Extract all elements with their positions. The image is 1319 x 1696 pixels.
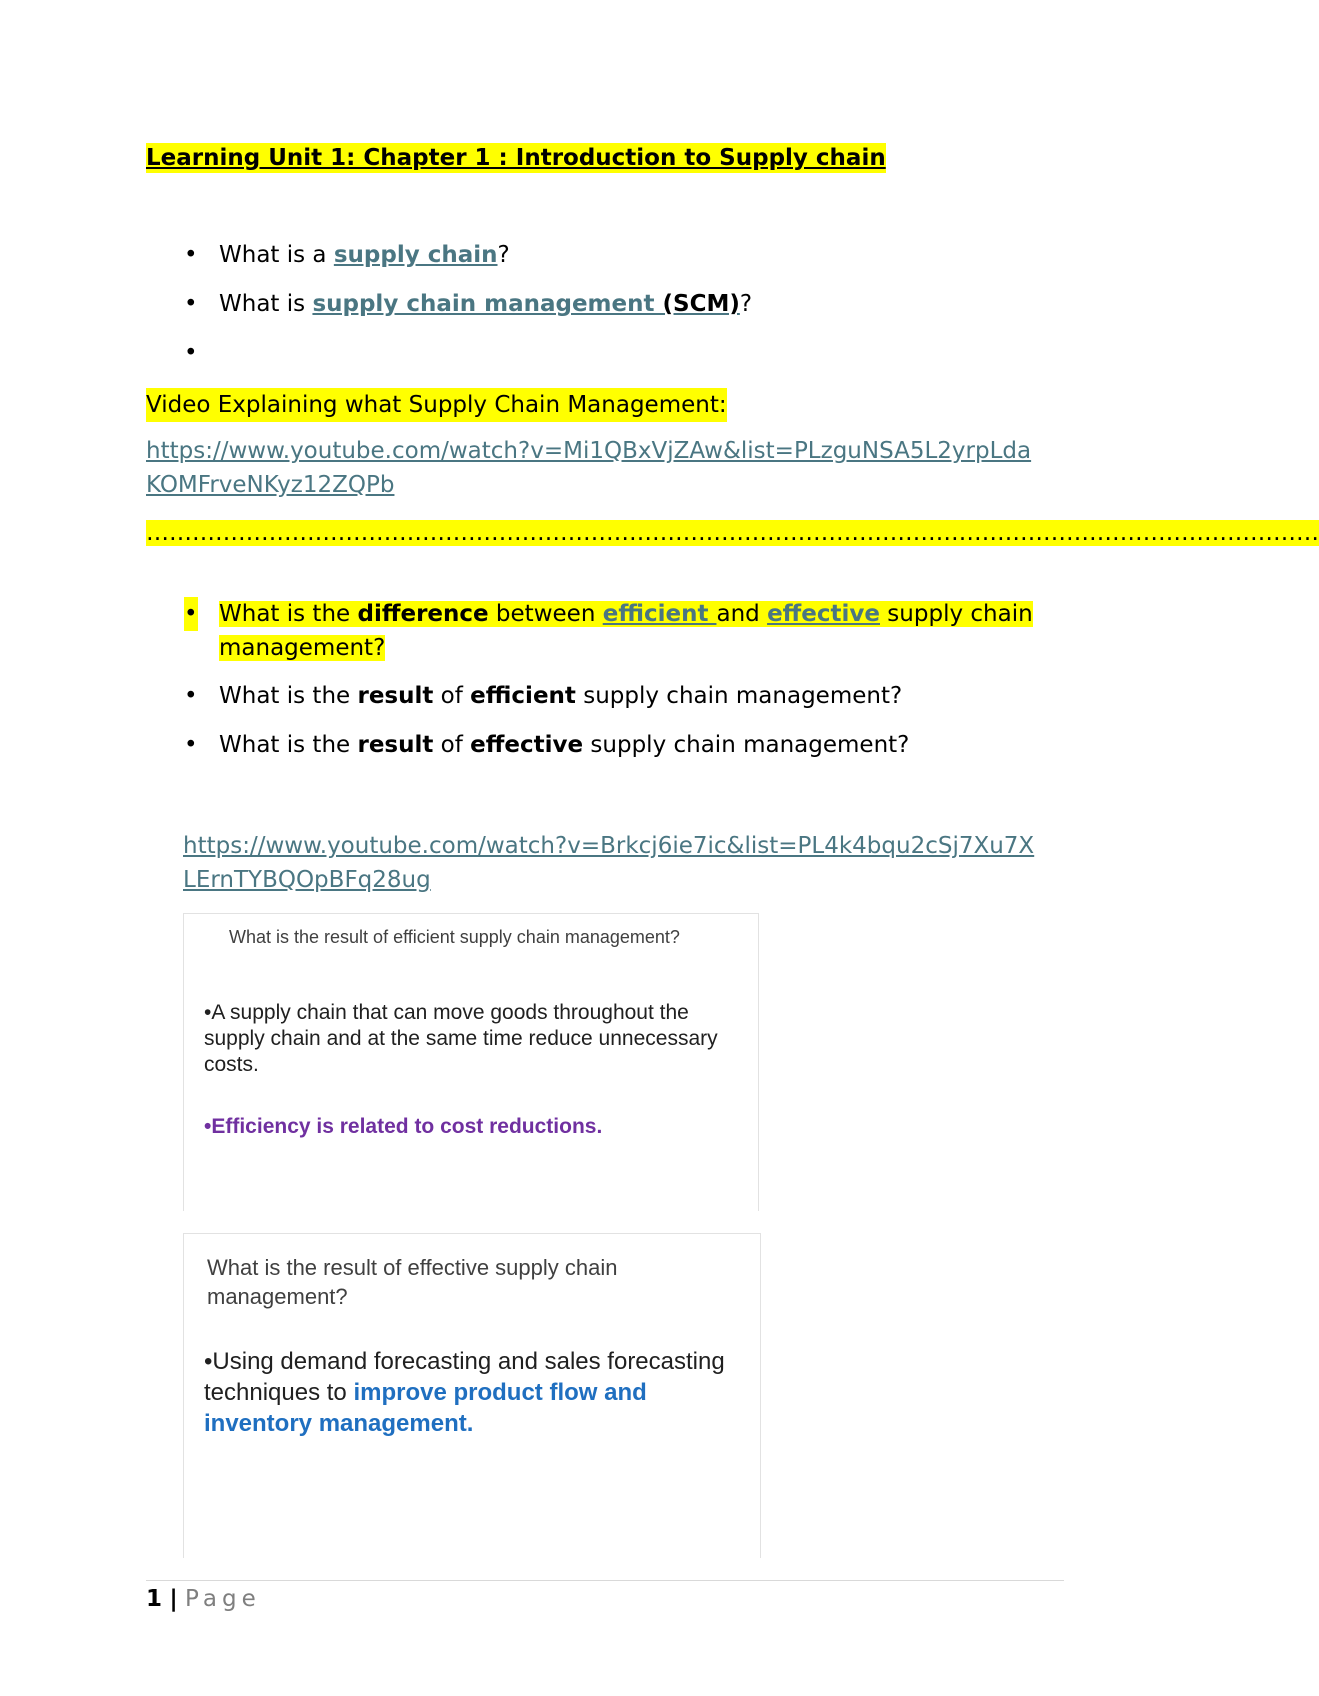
slide-question: What is the result of effective supply chain management? [207, 1255, 618, 1309]
efficient-link[interactable]: efficient [602, 601, 717, 627]
footer-separator: | [169, 1586, 178, 1612]
bullet-icon: • [184, 597, 198, 631]
list-item-text: supply chain management? [575, 683, 903, 709]
list-item-text: What is the [219, 732, 358, 758]
scm-link[interactable] [312, 291, 739, 317]
scm-link-text: supply chain management [312, 291, 663, 317]
page-label: Page [185, 1586, 261, 1612]
difference-emphasis: difference [357, 601, 489, 627]
list-item [146, 336, 1046, 370]
slide-answer: •A supply chain that can move goods throughout the supply chain and at the same time reduce unnecessary costs. [204, 1001, 718, 1076]
list-item [146, 728, 1046, 762]
result-emphasis: result [357, 683, 434, 709]
slide-answer-emphasis: improve product flow and inventory management. [204, 1379, 647, 1437]
list-item-text: ? [497, 242, 510, 268]
slide-answer-emphasis: •Efficiency is related to cost reductions. [204, 1115, 603, 1138]
list-item-text: supply chain management? [219, 601, 1033, 661]
result-question-list [146, 597, 1046, 777]
footer-divider [146, 1580, 1064, 1581]
scm-abbreviation: (SCM) [662, 291, 740, 317]
bullet-icon: • [184, 242, 198, 268]
supply-chain-link[interactable]: supply chain [333, 242, 498, 268]
list-item [146, 238, 1046, 272]
list-item [146, 679, 1046, 713]
list-item-text: of [433, 683, 471, 709]
youtube-link-2[interactable] [183, 829, 1043, 897]
list-item-text: of [433, 732, 471, 758]
result-emphasis: result [357, 732, 434, 758]
page-number: 1 [146, 1586, 163, 1612]
bullet-icon: • [184, 291, 198, 317]
list-item-text: and [716, 601, 768, 627]
dotted-separator-text: ……………………………………………………………………………………………………………………………………… [146, 520, 1319, 546]
dotted-separator [146, 516, 1319, 550]
slide-question: What is the result of efficient supply chain management? [229, 927, 680, 947]
page-title: Learning Unit 1: Chapter 1 : Introduction to Supply chain [146, 145, 886, 171]
slide-answer-text: •Using demand forecasting and sales forecasting techniques to [204, 1348, 725, 1406]
efficient-emphasis: efficient [470, 683, 576, 709]
bullet-icon: • [184, 732, 198, 758]
list-item-text: supply chain management? [583, 732, 910, 758]
list-item [146, 597, 1046, 665]
list-item-text: ? [739, 291, 753, 317]
efficient-result-slide [183, 913, 759, 1211]
list-item-text: What is the [219, 601, 358, 627]
effective-emphasis: effective [470, 732, 584, 758]
effective-result-slide [183, 1233, 761, 1558]
list-item-text: between [488, 601, 603, 627]
intro-question-list [146, 238, 1046, 385]
video-heading: Video Explaining what Supply Chain Management: [146, 388, 727, 422]
youtube-link-2-text[interactable]: https://www.youtube.com/watch?v=Brkcj6ie7ic&list=PL4k4bqu2cSj7Xu7XLErnTYBQOpBFq28ug [183, 833, 1035, 893]
list-item-text: What is the [219, 683, 358, 709]
list-item-text: What is a [219, 242, 334, 268]
slide-answer [204, 1346, 744, 1439]
youtube-link-1[interactable] [146, 434, 1046, 502]
youtube-link-1-text[interactable]: https://www.youtube.com/watch?v=Mi1QBxVjZAw&list=PLzguNSA5L2yrpLdaKOMFrveNKyz12ZQPb [146, 438, 1032, 498]
bullet-icon: • [184, 683, 198, 709]
page-footer [146, 1582, 261, 1616]
list-item-text: What is [219, 291, 313, 317]
list-item [146, 287, 1046, 321]
bullet-icon: • [184, 340, 198, 366]
effective-link[interactable]: effective [767, 601, 880, 627]
